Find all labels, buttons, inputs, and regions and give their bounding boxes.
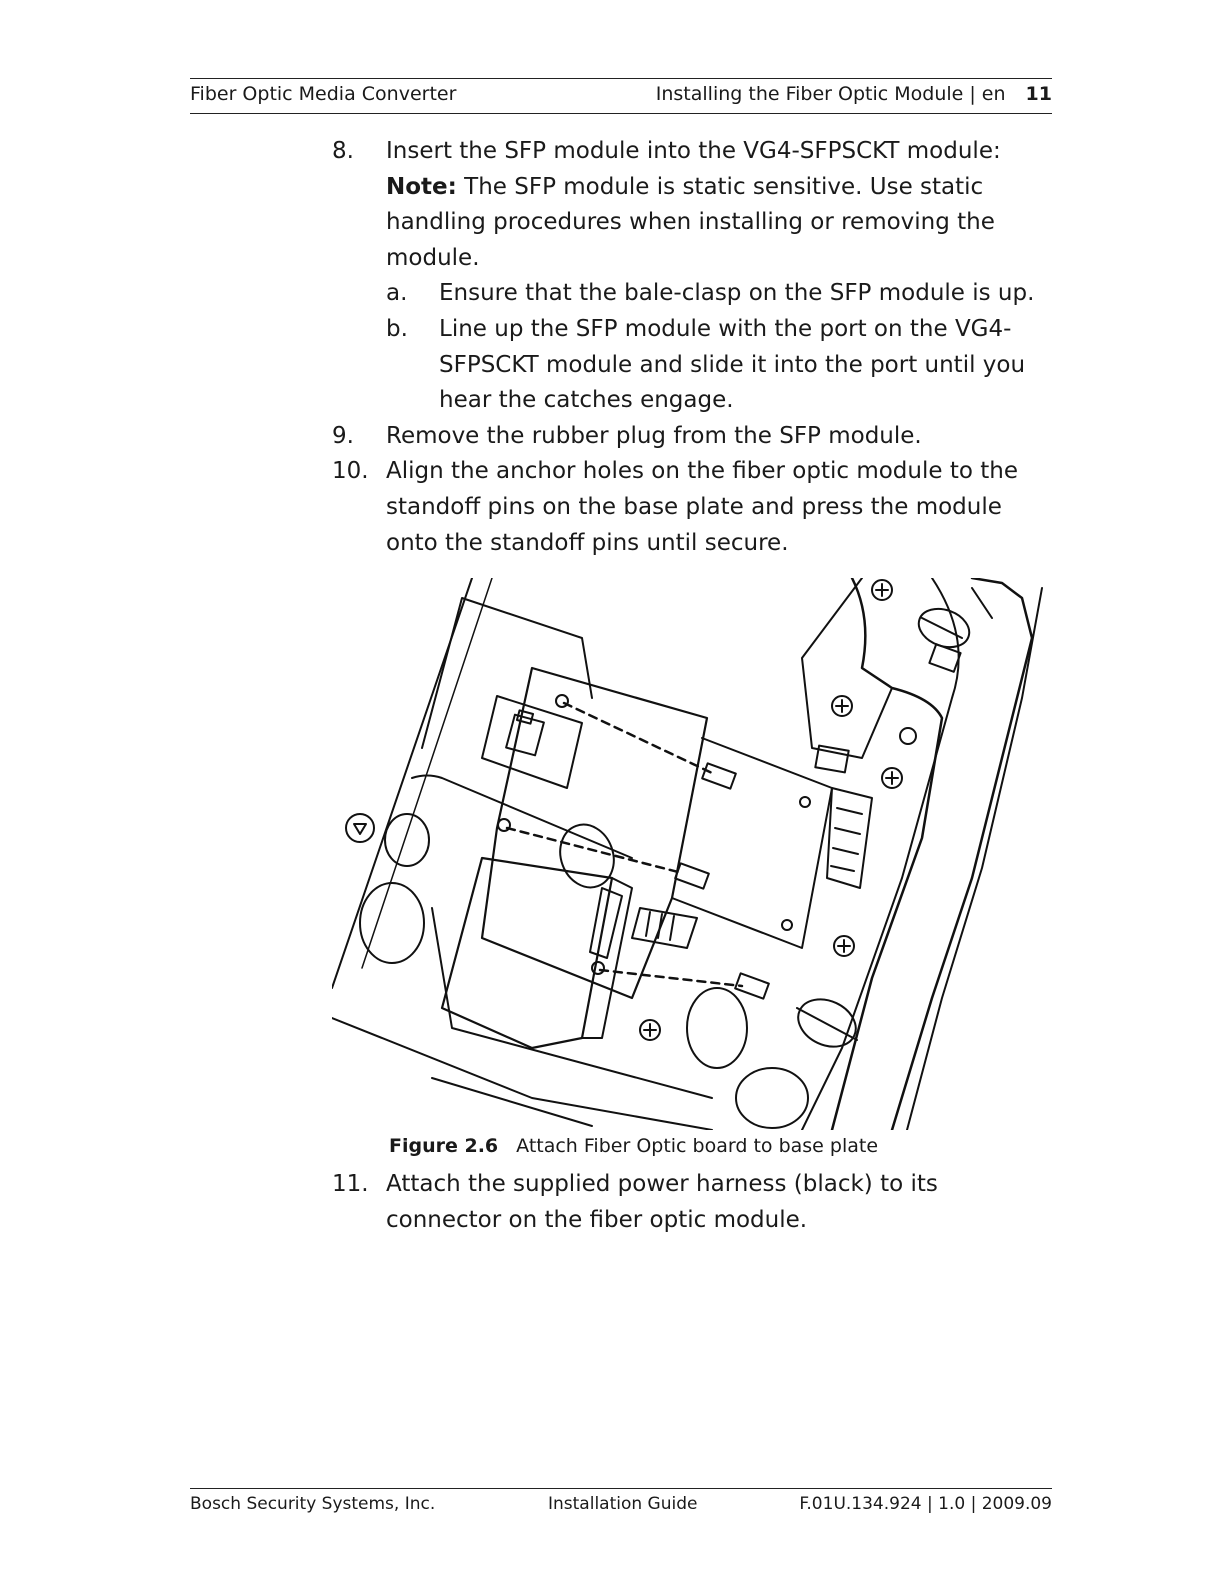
figure-illustration	[332, 578, 1048, 1130]
figure-label: Figure 2.6	[389, 1135, 499, 1157]
substep-b	[386, 312, 1052, 419]
page-header	[190, 78, 1052, 114]
note-text: The SFP module is static sensitive. Use static handling procedures when installing or removing the module.	[386, 173, 995, 271]
footer-doc-id: F.01U.134.924 | 1.0 | 2009.09	[799, 1494, 1052, 1514]
note-label: Note:	[386, 173, 457, 200]
step-text: Align the anchor holes on the fiber optic module to the standoff pins on the base plate and press the module onto the standoff pins until secure.	[386, 458, 1018, 556]
header-section-title: Installing the Fiber Optic Module | en	[655, 83, 1006, 105]
step-note	[386, 170, 1052, 277]
substep-text: Ensure that the bale-clasp on the SFP module is up.	[439, 280, 1035, 307]
step-text: Attach the supplied power harness (black) to its connector on the fiber optic module.	[386, 1171, 938, 1233]
steps-block-1	[332, 134, 1052, 561]
step-text: Remove the rubber plug from the SFP module.	[386, 422, 922, 449]
steps-block-2	[332, 1167, 1052, 1238]
page-number: 11	[1025, 83, 1052, 105]
header-title: Fiber Optic Media Converter	[190, 83, 457, 105]
step-number: 9.	[332, 422, 354, 449]
footer-company: Bosch Security Systems, Inc.	[190, 1494, 436, 1514]
substep-letter: b.	[386, 315, 408, 342]
step-9	[332, 419, 1052, 455]
substep-letter: a.	[386, 280, 408, 307]
step-10	[332, 454, 1052, 561]
page-footer	[190, 1488, 1052, 1519]
step-text: Insert the SFP module into the VG4-SFPSCKT module:	[386, 138, 1001, 164]
figure-caption-text: Attach Fiber Optic board to base plate	[516, 1135, 879, 1157]
header-section	[656, 83, 1052, 105]
footer-doc-type: Installation Guide	[548, 1494, 698, 1514]
figure-caption	[389, 1135, 878, 1157]
step-number: 10.	[332, 458, 369, 485]
step-number: 8.	[332, 138, 354, 164]
substep-a	[386, 276, 1052, 312]
step-8	[332, 134, 1052, 419]
step-11	[332, 1167, 1052, 1238]
step-number: 11.	[332, 1171, 369, 1197]
substep-text: Line up the SFP module with the port on the VG4-SFPSCKT module and slide it into the port until you hear the catches engage.	[439, 315, 1026, 414]
